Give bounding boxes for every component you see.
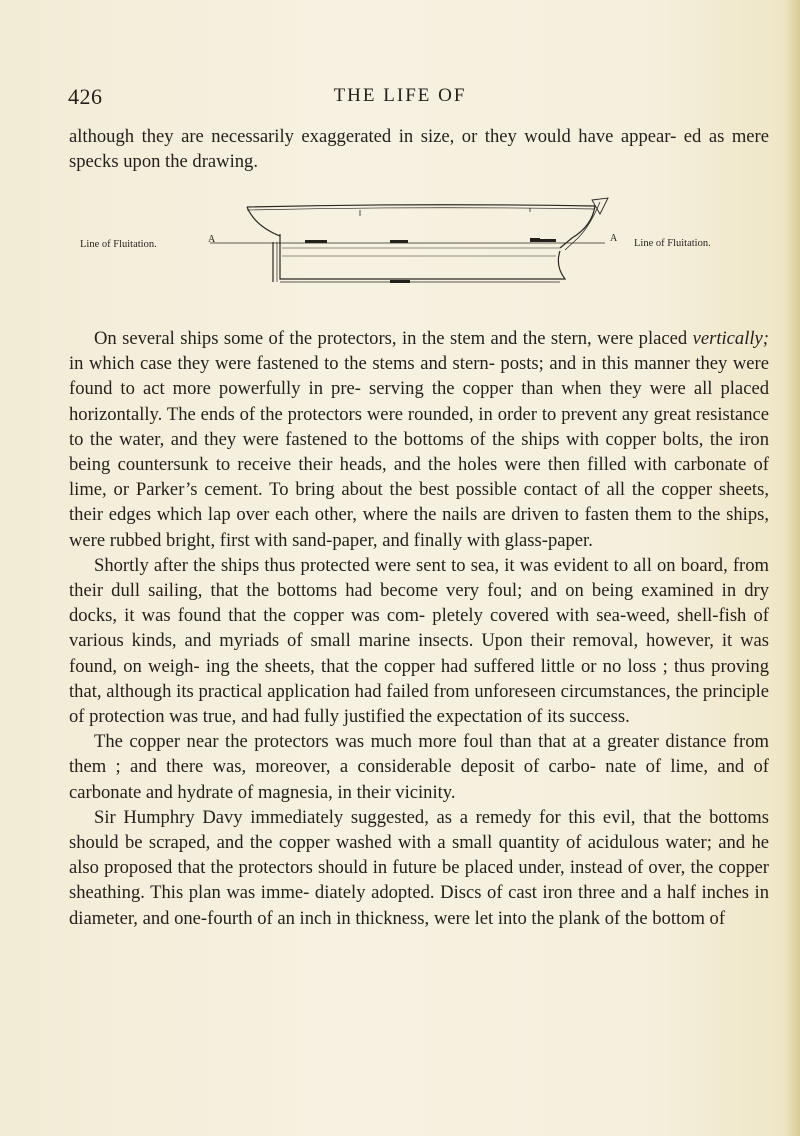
paragraph-protectors-text-b: in which case they were fastened to the stems and stern- posts; and in this manner they were found to act more powerfully in pre- serving the copper than when they were all placed horizontally. The ends of the protectors were rounded, in order to prevent any great resistance to the water, and they were fastened to the bottoms of the ships with copper bolts, the iron being countersunk to receive their heads, and the holes were then filled with carbonate of lime, or Parker’s cement. To bring about the best possible contact of all the copper sheets, their edges which lap over each other, where the nails are driven to fasten them to the ships, were rubbed bright, first with sand-paper, and finally with glass-paper. [69, 353, 769, 551]
page-edge-shading [786, 0, 800, 1136]
paragraph-continuation: although they are necessarily exaggerated in size, or they would have appear- ed as mere specks upon the drawing. [69, 126, 769, 173]
text-block-top [69, 124, 769, 174]
paragraph-protectors-text-a: On several ships some of the protectors, in the stem and the stern, were placed [94, 328, 693, 349]
emphasis-vertically: vertically; [692, 328, 769, 349]
running-head: THE LIFE OF [333, 85, 467, 106]
text-block-main [69, 326, 769, 931]
waterline-label-left: Line of Fluitation. [80, 239, 157, 250]
paragraph-ships-sea: Shortly after the ships thus protected were sent to sea, it was evident to all on board, from their dull sailing, that the bottoms had become very foul; and on being examined in dry docks, it was found that the copper was com- pletely covered with sea-weed, shell-fish of various kinds, and myriads of small marine insects. Upon their removal, however, it was found, on weigh- ing the sheets, that the copper had suffered little or no loss ; thus proving that, although its practical application had failed from unforeseen circumstances, the principle of protection was true, and had fully justified the expectation of its success. [69, 554, 769, 728]
waterline-marker-right: A [610, 233, 618, 244]
waterline-label-right: Line of Fluitation. [634, 238, 711, 249]
ship-hull-diagram [60, 196, 760, 296]
hull-drawing [60, 196, 760, 296]
paragraph-copper-foul: The copper near the protectors was much more foul than that at a greater distance from them ; and there was, moreover, a considerable deposit of carbo- nate of lime, and of carbonate and hydrate of magnesia, in their vicinity. [69, 731, 769, 803]
page-number: 426 [68, 84, 103, 109]
deck-line [247, 205, 595, 207]
page-header [0, 84, 800, 114]
paragraph-davy-remedy: Sir Humphry Davy immediately suggested, as a remedy for this evil, that the bottoms should be scraped, and the copper washed with a small quantity of acidulous water; and he also proposed that the protectors should in future be placed under, instead of over, the copper sheathing. This plan was imme- diately adopted. Discs of cast iron three and a half inches in diameter, and one-fourth of an inch in thickness, were let into the plank of the bottom of [69, 806, 769, 929]
waterline-marker-left: A [208, 234, 216, 245]
protector-marks [305, 238, 556, 283]
paragraph-protectors [69, 326, 769, 553]
